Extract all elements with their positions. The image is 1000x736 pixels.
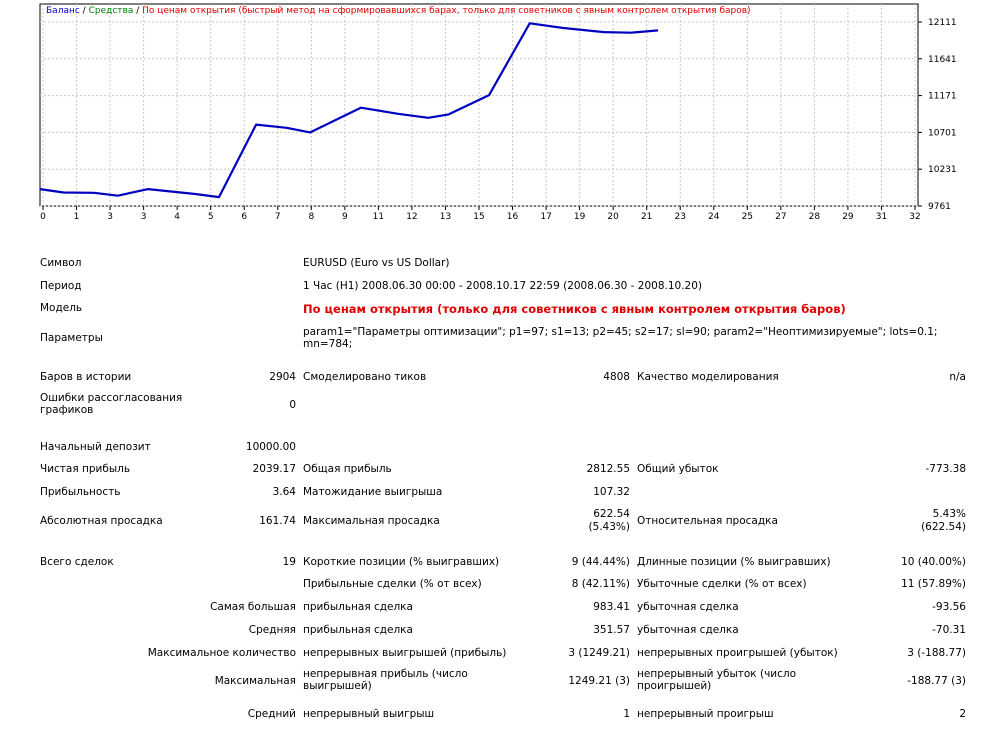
x-tick-label: 1: [73, 212, 80, 222]
profit-trades-value: 8 (42.11%): [571, 578, 630, 590]
expect-label: Матожидание выигрыша: [303, 486, 443, 498]
x-tick-label: 13: [439, 212, 452, 222]
gross-loss-value: -773.38: [925, 463, 966, 475]
params-value: param1="Параметры оптимизации"; p1=97; s1=13; p2=45; s2=17; sl=90; param2="Неоптимизируемые"; lots=0.1; mn=784;: [303, 326, 938, 350]
ticks-label: Смоделировано тиков: [303, 371, 427, 383]
largest-label: Самая большая: [210, 601, 296, 613]
short-value: 9 (44.44%): [571, 556, 630, 568]
x-tick-label: 17: [540, 212, 552, 222]
x-tick-label: 9: [341, 212, 348, 222]
ticks-value: 4808: [603, 371, 630, 383]
x-tick-label: 12: [406, 212, 418, 222]
model-value: По ценам открытия (только для советников с явным контролем открытия баров): [303, 302, 846, 316]
x-tick-label: 11: [372, 212, 385, 222]
total-label: Всего сделок: [40, 556, 114, 568]
x-tick-label: 20: [607, 212, 619, 222]
x-tick-label: 0: [40, 212, 46, 222]
x-tick-label: 25: [741, 212, 754, 222]
bars-label: Баров в истории: [40, 371, 132, 383]
y-tick-label: 12111: [928, 18, 957, 28]
short-label: Короткие позиции (% выигравших): [303, 556, 500, 568]
avg-label: Средняя: [248, 624, 296, 636]
largest-profit-value: 983.41: [593, 601, 630, 613]
balance-chart: [0, 0, 1000, 232]
gross-loss-label: Общий убыток: [637, 463, 719, 475]
avg-profit-value: 351.57: [593, 624, 630, 636]
x-tick-label: 31: [875, 212, 888, 222]
max-loss-label: непрерывный убыток (число проигрышей): [637, 668, 797, 692]
abs-dd-label: Абсолютная просадка: [40, 515, 163, 527]
loss-trades-value: 11 (57.89%): [901, 578, 966, 590]
maxcount-wins-value: 3 (1249.21): [568, 647, 630, 659]
max-dd-value: 622.54 (5.43%): [588, 508, 630, 533]
largest-loss-value: -93.56: [932, 601, 966, 613]
avg-loss-label: убыточная сделка: [637, 624, 739, 636]
x-tick-label: 19: [573, 212, 586, 222]
errors-value: 0: [289, 399, 296, 411]
y-tick-label: 10231: [928, 165, 957, 176]
y-tick-label: 9761: [928, 202, 951, 212]
pf-label: Прибыльность: [40, 486, 121, 498]
largest-loss-label: убыточная сделка: [637, 601, 739, 613]
legend-balance: Баланс: [46, 6, 80, 16]
avg-profit-label: прибыльная сделка: [303, 624, 413, 636]
pf-value: 3.64: [272, 486, 296, 498]
x-tick-label: 24: [708, 212, 720, 222]
maxcount-label: Максимальное количество: [147, 647, 296, 659]
deposit-value: 10000.00: [245, 441, 296, 453]
x-tick-label: 6: [241, 212, 248, 222]
abs-dd-value: 161.74: [259, 515, 296, 527]
x-tick-label: 3: [140, 212, 147, 222]
avg-cons-losses-value: 2: [959, 708, 966, 720]
bars-value: 2904: [269, 371, 296, 383]
max-profit-label: непрерывная прибыль (число выигрышей): [303, 668, 468, 692]
max-label: Максимальная: [214, 675, 296, 687]
legend-separator: /: [133, 6, 143, 16]
params-label: Параметры: [40, 332, 103, 344]
x-tick-label: 21: [640, 212, 653, 222]
legend-separator: /: [79, 6, 89, 16]
max-loss-value: -188.77 (3): [907, 675, 966, 687]
max-profit-value: 1249.21 (3): [568, 675, 630, 687]
profit-trades-label: Прибыльные сделки (% от всех): [303, 578, 482, 590]
max-dd-label: Максимальная просадка: [303, 515, 440, 527]
x-tick-label: 23: [674, 212, 686, 222]
x-tick-label: 28: [808, 212, 821, 222]
x-tick-label: 32: [909, 212, 921, 222]
chart-svg: [0, 0, 1000, 232]
x-tick-label: 8: [308, 212, 315, 222]
symbol-label: Символ: [40, 257, 82, 269]
avg-loss-value: -70.31: [932, 624, 966, 636]
deposit-label: Начальный депозит: [40, 441, 151, 453]
x-tick-label: 29: [842, 212, 854, 222]
largest-profit-label: прибыльная сделка: [303, 601, 413, 613]
y-tick-label: 10701: [928, 128, 957, 139]
long-label: Длинные позиции (% выигравших): [637, 556, 831, 568]
model-label: Модель: [40, 302, 83, 314]
period-value: 1 Час (H1) 2008.06.30 00:00 - 2008.10.17 22:59 (2008.06.30 - 2008.10.20): [303, 280, 702, 292]
y-tick-label: 11171: [928, 91, 957, 102]
errors-label: Ошибки рассогласования графиков: [40, 392, 183, 416]
x-tick-label: 15: [473, 212, 485, 222]
x-tick-label: 7: [274, 212, 281, 222]
maxcount-losses-label: непрерывных проигрышей (убыток): [637, 647, 838, 659]
gross-profit-label: Общая прибыль: [303, 463, 392, 475]
maxcount-losses-value: 3 (-188.77): [907, 647, 966, 659]
net-label: Чистая прибыль: [40, 463, 131, 475]
avg-cons-wins-value: 1: [623, 708, 630, 720]
avg-cons-wins-label: непрерывный выигрыш: [303, 708, 435, 720]
y-tick-label: 11641: [928, 54, 957, 65]
avg-cons-losses-label: непрерывный проигрыш: [637, 708, 774, 720]
quality-value: n/a: [949, 371, 966, 383]
long-value: 10 (40.00%): [901, 556, 966, 568]
x-tick-label: 16: [506, 212, 519, 222]
loss-trades-label: Убыточные сделки (% от всех): [637, 578, 807, 590]
quality-label: Качество моделирования: [637, 371, 779, 383]
x-tick-label: 5: [207, 212, 214, 222]
rel-dd-label: Относительная просадка: [637, 515, 778, 527]
expect-value: 107.32: [593, 486, 630, 498]
x-tick-label: 27: [775, 212, 787, 222]
chart-legend: [46, 6, 751, 17]
legend-method: По ценам открытия (быстрый метод на сформировавшихся барах, только для советников с явным контролем открытия баров): [142, 6, 751, 16]
x-tick-label: 3: [107, 212, 113, 222]
rel-dd-value: 5.43% (622.54): [921, 508, 966, 533]
x-tick-label: 4: [174, 212, 181, 222]
total-value: 19: [282, 556, 296, 568]
period-label: Период: [40, 280, 82, 292]
avg-cons-label: Средний: [247, 708, 296, 720]
gross-profit-value: 2812.55: [586, 463, 630, 475]
legend-equity: Средства: [88, 6, 134, 16]
maxcount-wins-label: непрерывных выигрышей (прибыль): [303, 647, 507, 659]
net-value: 2039.17: [252, 463, 296, 475]
symbol-value: EURUSD (Euro vs US Dollar): [303, 257, 450, 269]
